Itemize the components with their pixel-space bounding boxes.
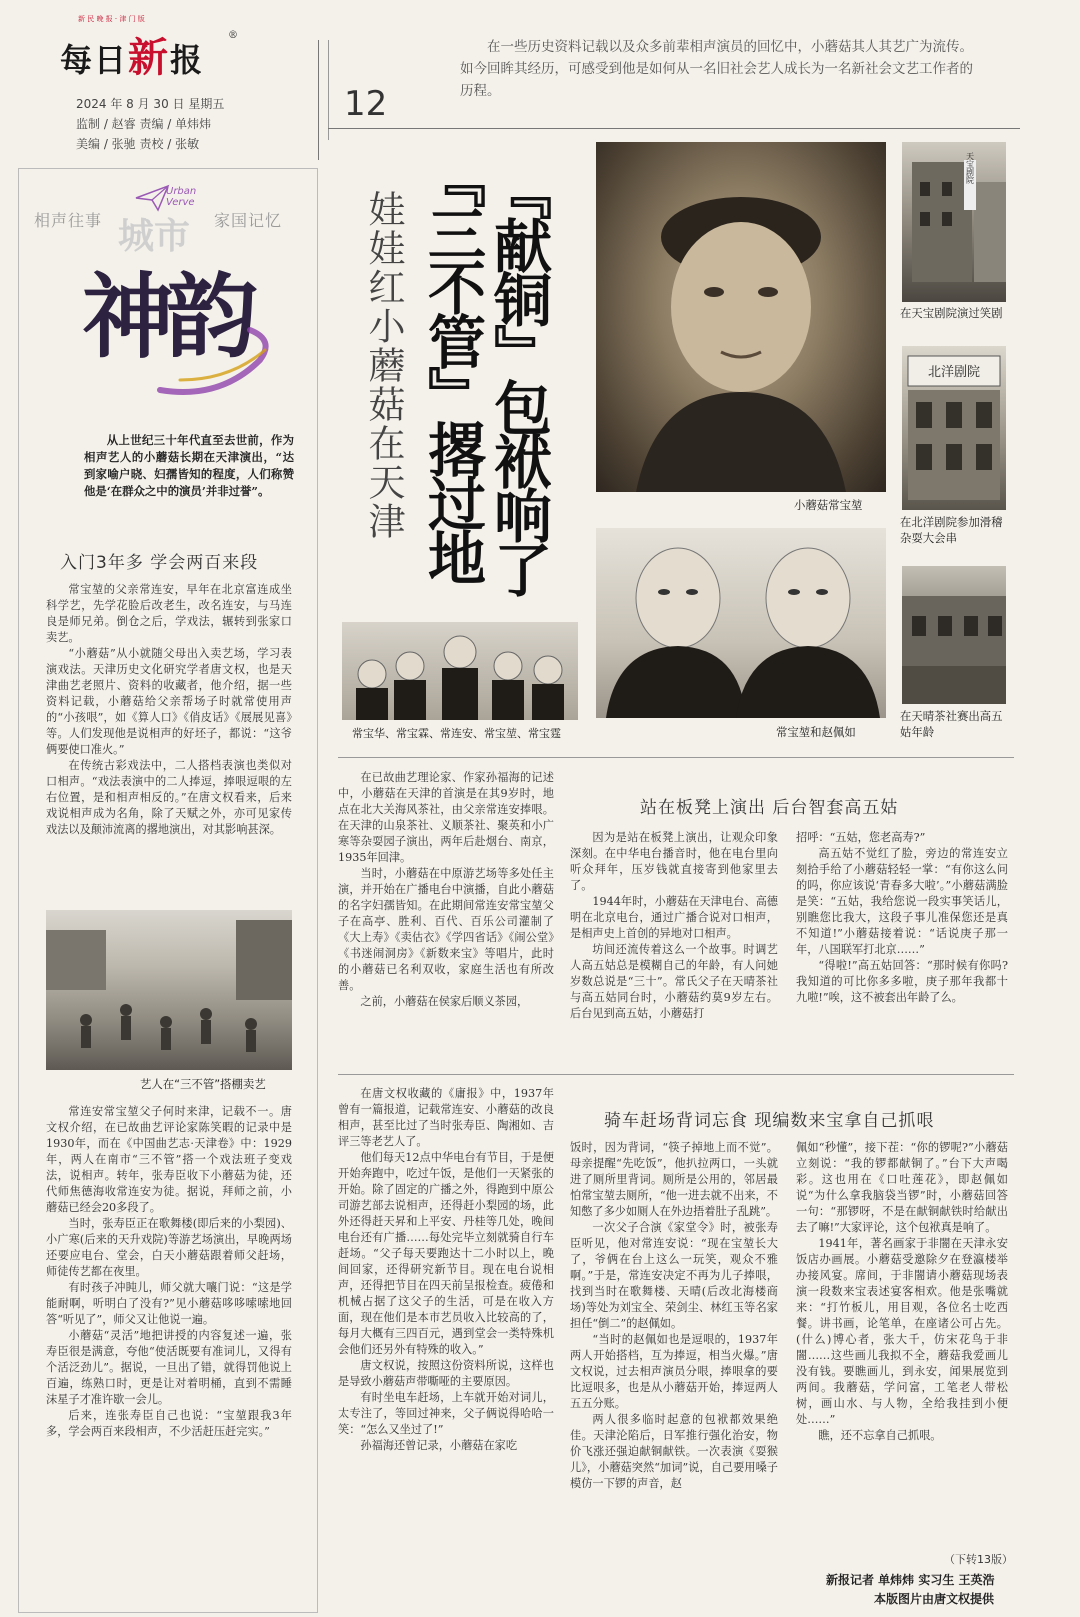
logo-part3: 报 <box>170 41 205 79</box>
section3-column-1 <box>570 1140 778 1612</box>
paragraph: 高五姑不觉红了脸，旁边的常连安立刻拾手给了小蘑菇轻轻一掌：“有你这么问的吗，你应该说‘青春多大啦’。”小蘑菇满脸是笑：“五姑，我给您说一段实事笑话儿，别瞧您比我大，这段子事儿准保您还是真不知道!”小蘑菇接着说：“话说庚子那一年，八国联军打北京……” <box>796 847 1008 956</box>
masthead-divider <box>318 40 319 160</box>
middle-column-1 <box>338 770 554 1050</box>
paragraph: 在唐文权收藏的《庸报》中，1937年曾有一篇报道，记载常连安、小蘑菇的改良相声，甚至比过了当时张寿臣、陶湘如、吉评三等老艺人了。 <box>338 1087 554 1148</box>
paragraph: 当时，小蘑菇在中原游艺场等多处任主演，并开始在广播电台中演播，自此小蘑菇的名字妇孺皆知。在此期间常连安常宝堃父子在高亭、胜利、百代、百乐公司灌制了《大上寿》《卖估衣》《学四省话》《闹公堂》《书迷闹洞房》《新数来宝》等唱片，此时的小蘑菇已名利双收，家庭生活也有所改善。 <box>338 867 554 992</box>
paragraph: 一次父子合演《家堂令》时，被张寿臣听见，他对常连安说：“现在宝堃长大了，爷俩在台上这么一玩笑，观众不雅啊。”于是，常连安决定不再为儿子捧哏，找到当时在歌舞楼、天晴(后改北海楼商场)等处为刘宝全、荣剑尘、林红玉等名家担任“倒二”的赵佩如。 <box>570 1221 778 1330</box>
paragraph: 在已故曲艺理论家、作家孙福海的记述中，小蘑菇在天津的首演是在其9岁时，地点在北大关海风茶社，由父亲常连安捧哏。在天津的山泉茶社、义顺茶社、聚英和小广寒等杂耍园子演出，两年后赴烟台、南京，1935年回津。 <box>338 771 554 864</box>
registered-mark: ® <box>228 30 238 41</box>
section3-heading: 骑车赶场背词忘食 现编数来宝拿自己抓哏 <box>604 1111 935 1131</box>
brand-shenyun: 神韵 <box>82 263 251 371</box>
paragraph: 他们每天12点中华电台有节目，于是便开始奔跑中，吃过午饭，是他们一天紧张的开始。除了固定的广播之外，得跑到中原公司游艺部去说相声，还得赶小梨园的场，此外还得赶天昇和上平安、丹桂等几处，晚间电台还有广播……每处完毕立刻就骑自行车赶场。“父子每天要跑达十二小时以上，晚间回家，还得研究新节目。现在电台说相声，还得把节目在四天前呈报检查。疲倦和机械占据了这父子的生活，可是在收入方面，现在他们是本市艺员收入比较高的了，每月大概有三四百元，遇到堂会一类特殊机会他们还另外有特殊的收入。” <box>338 1151 554 1356</box>
title-line-1: 『献铜』包袱响了 <box>484 162 552 594</box>
subtitle-vertical: 娃娃红小蘑菇在天津 <box>362 190 405 541</box>
theater3-illustration <box>902 566 1006 704</box>
paragraph: 佩如“秒懂”，接下茬：“你的锣呢?”小蘑菇立刻说：“我的锣都献铜了。”台下大声喝彩。这也用在《口吐莲花》，即赵佩如说“为什么拿我脑袋当锣”时，小蘑菇回答一句：“那锣呀，不是在献铜献铁时给献出去了嘛!”大家评论，这个包袱真是响了。 <box>796 1141 1008 1234</box>
paragraph: 1944年时，小蘑菇在天津电台、高德明在北京电台，通过广播合说对口相声，是相声史上首创的异地对口相声。 <box>570 895 778 940</box>
group-illustration <box>342 622 578 720</box>
group-caption: 常宝华、常宝霖、常连安、常宝堃、常宝霆 <box>352 727 561 740</box>
editors-line-2: 美编 / 张驰 责校 / 张敏 <box>76 137 200 151</box>
editors-line-1: 监制 / 赵睿 责编 / 单炜炜 <box>76 117 212 131</box>
logo-small-text: 新 民 晚 报 · 津 门 版 <box>78 15 145 23</box>
paragraph: 当时，张寿臣正在歌舞楼(即后来的小梨园)、小广寒(后来的天升戏院)等游艺场演出，早晚两场还要应电台、堂会，白天小蘑菇跟着师父赶场，师徒传艺都在夜里。 <box>46 1217 292 1278</box>
column-tag-right: 家国记忆 <box>214 211 283 230</box>
paragraph: 之前，小蘑菇在侯家后顺义茶园， <box>360 995 529 1008</box>
theater-photo-1 <box>902 142 1006 302</box>
paragraph: 后来，连张寿臣自己也说：“宝堃跟我3年多，学会两百来段相声，不少活赶压赶完实。” <box>46 1409 292 1438</box>
brand-english <box>166 186 196 208</box>
section1-text-a <box>46 582 292 900</box>
theater-photo-3 <box>902 566 1006 704</box>
paragraph: 因为是站在板凳上演出，让观众印象深刻。在中华电台播音时，他在电台里向听众拜年，压岁钱就直接寄到他家里去了。 <box>570 831 778 892</box>
paragraph: 坊间还流传着这么一个故事。时调艺人高五姑总是模糊自己的年龄，有人问她岁数总说是“三十”。常氏父子在天晴茶社与高五姑同台时，小蘑菇约莫9岁左右。后台见到高五姑，小蘑菇打 <box>570 943 778 1020</box>
portrait-photo <box>596 142 886 492</box>
continued-note: （下转13版） <box>944 1553 1013 1566</box>
date-line: 2024 年 8 月 30 日 星期五 <box>76 97 225 111</box>
paragraph: 孙福海还曾记录，小蘑菇在家吃 <box>360 1439 518 1452</box>
page-border-top <box>328 128 1020 129</box>
group-photo <box>342 622 578 720</box>
page-border-left <box>328 40 329 140</box>
brush-swirl-icon <box>150 320 280 400</box>
paper-plane-icon <box>134 184 174 214</box>
paragraph: 常连安常宝堃父子何时来津，记载不一。唐文权介绍，在已故曲艺评论家陈笑暇的记录中是1930年，而在《中国曲艺志·天津卷》中：1929年，两人在南市“三不管”搭一个戏法班子变戏法，说相声。转年，张寿臣收下小蘑菇为徒，还代师焦德海收常连安为徒。据说，拜师之前，小蘑菇已经会20多段了。 <box>46 1105 292 1214</box>
divider-2 <box>338 1074 1014 1075</box>
street-photo-caption: 艺人在“三不管”搭棚卖艺 <box>140 1077 266 1091</box>
street-scene-photo <box>46 910 292 1070</box>
paragraph: 饭时，因为背词，“筷子掉地上而不觉”。母亲提醒“先吃饭”，他扒拉两口，一头就进了厕所里背词。厕所是公用的，邻居最怕常宝堃去厕所，“他一进去就不出来，不知憋了多少如厕人在外边捂着肚子乱跳”。 <box>570 1141 778 1218</box>
logo-part2: 新 <box>128 34 171 81</box>
divider-1 <box>338 757 1014 758</box>
paragraph: “小蘑菇”从小就随父母出入卖艺场，学习表演戏法。天津历史文化研究学者唐文权，也是天津曲艺老照片、资料的收藏者，他介绍，据一些资料记载，小蘑菇给父亲帮场子时就常使用声的“小孩哏”，如《算人口》《俏皮话》《展展见喜》等。人们发现他是说相声的好坯子，都说：“这爷俩要使口准火。” <box>46 647 292 756</box>
pair-caption: 常宝堃和赵佩如 <box>776 725 856 739</box>
pair-photo <box>596 528 886 718</box>
portrait-illustration <box>596 142 886 492</box>
paragraph: 招呼：“五姑，您老高寿?” <box>796 831 926 844</box>
section3-column-2 <box>796 1140 1008 1544</box>
section1-heading: 入门3年多 学会两百来段 <box>60 553 259 573</box>
column-tag-left: 相声往事 <box>34 211 103 230</box>
pair-illustration <box>596 528 886 718</box>
lower-middle-column <box>338 1086 554 1586</box>
intro-text: 在一些历史资料记载以及众多前辈相声演员的回忆中，小蘑菇其人其艺广为流传。如今回眸其经历，可感受到他是如何从一名旧社会艺人成长为一名新社会文艺工作者的历程。 <box>460 39 973 99</box>
byline-reporters: 新报记者 单炜炜 实习生 王英浩 <box>826 1573 995 1587</box>
byline-photo-credit: 本版图片由唐文权提供 <box>874 1592 995 1606</box>
logo-part1: 每日 <box>60 41 129 79</box>
paragraph: 唐文权说，按照这份资料所说，这样也是导致小蘑菇声带嘶哑的主要原因。 <box>338 1359 554 1388</box>
theater1-caption: 在天宝剧院演过笑剧 <box>900 306 1003 320</box>
theater3-caption: 在天晴茶社赛出高五姑年龄 <box>900 709 1003 739</box>
masthead-logo <box>60 15 205 83</box>
paragraph: “当时的赵佩如也是逗哏的，1937年两人开始搭档，互为捧逗，相当火爆。”唐文权说，过去相声演员分哏，捧哏拿的要比逗哏多，也是从小蘑菇开始，捧逗两人五五分账。 <box>570 1333 778 1410</box>
section2-column-1 <box>570 830 778 1052</box>
portrait-caption: 小蘑菇常宝堃 <box>794 498 863 512</box>
section2-heading: 站在板凳上演出 后台智套高五姑 <box>640 798 899 818</box>
theater1-sign: 天宝剧院 <box>965 152 975 184</box>
paragraph: 瞧，还不忘拿自己抓哏。 <box>818 1429 942 1442</box>
paragraph: “得啦!”高五姑回答：“那时候有你吗?我知道的可比你多多啦，庚子那年我都十九啦!”唉，这不被套出年龄了么。 <box>796 959 1008 1004</box>
brand-english-text: Urban Verve <box>166 186 197 208</box>
street-scene-illustration <box>46 910 292 1070</box>
theater2-caption: 在北洋剧院参加滑稽杂耍大会串 <box>900 515 1003 545</box>
theater2-illustration <box>902 346 1006 510</box>
paragraph: 在传统古彩戏法中，二人搭档表演也类似对口相声。“戏法表演中的二人捧逗，捧哏逗哏的左右位置，是和相声相反的。”在唐文权看来，后来戏说相声成为名角，除了天赋之外，亦可见家传戏法以及颠沛流离的撂地演出，对其影响甚深。 <box>46 759 292 836</box>
section1-text-b <box>46 1104 292 1610</box>
theater2-sign: 北洋剧院 <box>927 365 981 380</box>
title-line-2: 『三不管』撂过地 <box>418 150 486 582</box>
lead-paragraph: 从上世纪三十年代直至去世前，作为相声艺人的小蘑菇长期在天津演出，“达到家喻户晓、妇孺皆知的程度，人们称赞他是‘在群众之中的演员’并非过誉”。 <box>84 433 294 498</box>
paragraph: 常宝堃的父亲常连安，早年在北京富连成坐科学艺，先学花脸后改老生，改名连安，与马连良是师兄弟。倒仓之后，学戏法，辗转到张家口卖艺。 <box>46 583 292 644</box>
paragraph: 1941年，著名画家于非闇在天津永安饭店办画展。小蘑菇受邀除夕在登瀛楼举办接风宴。席间，于非闇请小蘑菇现场表演一段数来宝表述宴客相欢。他是张嘴就来：“打竹板儿，用目观，各位名士吃西餐。讲书画，论笔单，在座诸公可占先。(什么)博心者，张大千，仿宋花鸟于非闇……这些画儿我拟不全，蘑菇我爱画儿没有钱。要瞧画儿，到永安，闻果展览到两间。我蘑菇，学问富，工笔老人带松树，画山水、与人物，全给我挂到小便处……” <box>796 1237 1008 1426</box>
paragraph: 有时坐电车赶场，上车就开始对词儿，太专注了，等回过神来，父子俩说得哈哈一笑：“怎么又坐过了!” <box>338 1391 554 1436</box>
section2-column-2 <box>796 830 1008 1052</box>
page-number: 12 <box>344 84 388 124</box>
theater-photo-2 <box>902 346 1006 510</box>
paragraph: 两人很多临时起意的包袱都效果绝佳。天津沦陷后，日军推行强化治安，物价飞涨还强迫献铜献铁。一次表演《耍猴儿》，小蘑菇突然“加词”说，自己要用嗓子模仿一下锣的声音，赵 <box>570 1413 778 1490</box>
paragraph: 有时孩子冲盹儿，师父就大嚷门说：“这是学能耐啊，听明白了没有?”见小蘑菇哆哆嗦嗦地回答“听见了”，师父又让他说一遍。 <box>46 1281 292 1326</box>
paragraph: 小蘑菇“灵活”地把讲授的内容复述一遍，张寿臣很是满意，夸他“使活既要有准词儿，又得有个活泛劲儿”。据说，一旦出了错，就得罚他说上百遍，练熟口时，更是让对着明桶，直到不需睡沫星子才准许歇一会儿。 <box>46 1329 292 1406</box>
brand-city: 城市 <box>118 216 191 257</box>
theater1-illustration <box>902 142 1006 302</box>
